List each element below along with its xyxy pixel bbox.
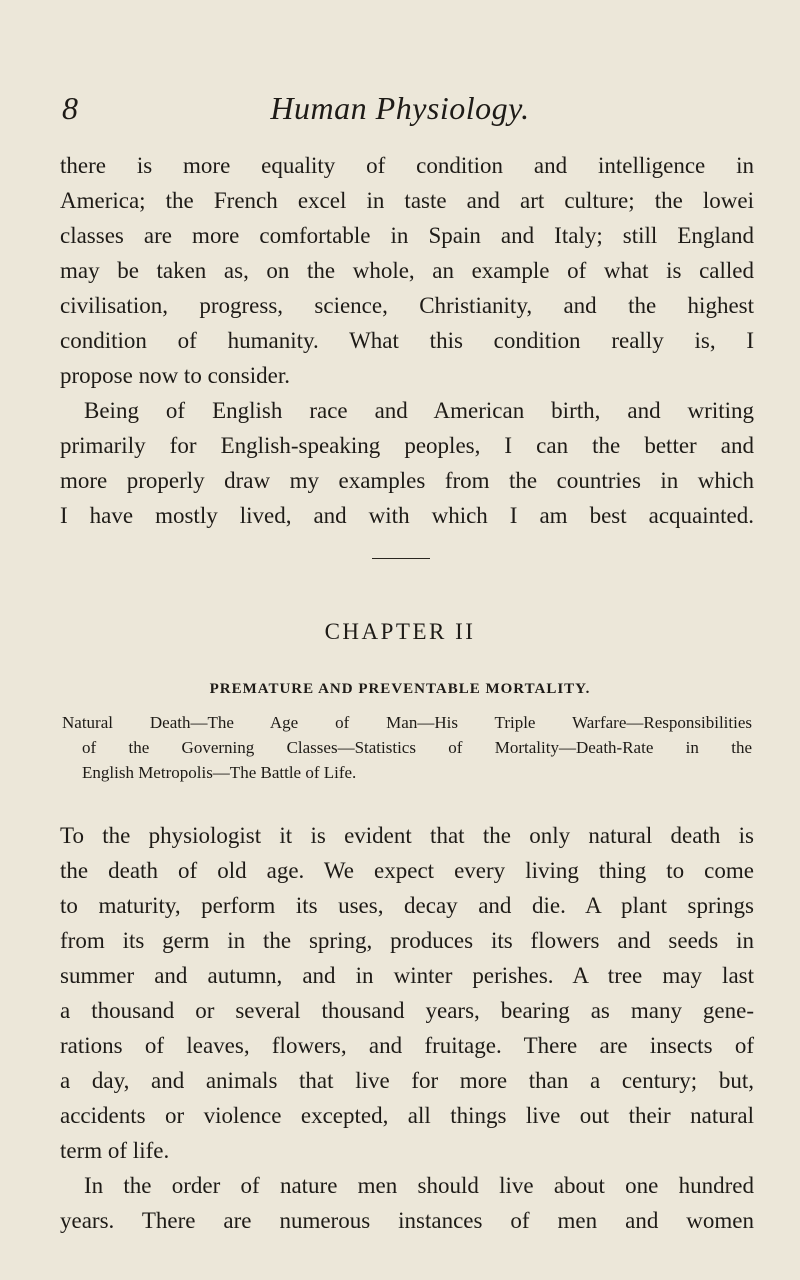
text-line: term of life. (60, 1138, 170, 1163)
chapter-body (60, 818, 754, 1238)
text-line: condition of humanity. What this condition really is, I (60, 328, 754, 353)
page-number: 8 (62, 90, 78, 126)
text-line: a thousand or several thousand years, bearing as many gene- (60, 998, 754, 1023)
text-line: classes are more comfortable in Spain and Italy; still England (60, 223, 754, 248)
text-line: may be taken as, on the whole, an example of what is called (60, 258, 754, 283)
book-title: Human Physiology. (270, 90, 530, 126)
chapter-title: PREMATURE AND PREVENTABLE MORTALITY. (209, 681, 591, 697)
text-line: the death of old age. We expect every living thing to come (60, 858, 754, 883)
text-line: from its germ in the spring, produces its flowers and seeds in (60, 928, 754, 953)
text-line: civilisation, progress, science, Christianity, and the highest (60, 293, 754, 318)
section-divider (372, 558, 430, 559)
text-line: America; the French excel in taste and art culture; the lowei (60, 188, 754, 213)
text-line: summer and autumn, and in winter perishes. A tree may last (60, 963, 754, 988)
text-line: a day, and animals that live for more than a century; but, (60, 1068, 754, 1093)
text-line: to maturity, perform its uses, decay and die. A plant springs (60, 893, 754, 918)
chapter-synopsis (62, 710, 752, 785)
text-line: years. There are numerous instances of men and women (60, 1208, 754, 1233)
synopsis-line: English Metropolis—The Battle of Life. (82, 763, 357, 782)
synopsis-line: Natural Death—The Age of Man—His Triple Warfare—Responsibilities (62, 713, 752, 732)
text-line: more properly draw my examples from the countries in which (60, 468, 754, 493)
text-line: Being of English race and American birth, and writing (84, 398, 754, 423)
opening-paragraphs (60, 148, 754, 533)
text-line: To the physiologist it is evident that the only natural death is (60, 823, 754, 848)
text-line: rations of leaves, flowers, and fruitage. There are insects of (60, 1033, 754, 1058)
text-line: there is more equality of condition and intelligence in (60, 153, 754, 178)
synopsis-line: of the Governing Classes—Statistics of Mortality—Death-Rate in the (82, 738, 752, 757)
text-line: accidents or violence excepted, all things live out their natural (60, 1103, 754, 1128)
text-line: In the order of nature men should live about one hundred (84, 1173, 754, 1198)
text-line: I have mostly lived, and with which I am best acquainted. (60, 503, 754, 528)
text-line: primarily for English-speaking peoples, I can the better and (60, 433, 754, 458)
text-line: propose now to consider. (60, 363, 290, 388)
running-head (62, 90, 738, 134)
chapter-heading: CHAPTER II (324, 619, 476, 644)
